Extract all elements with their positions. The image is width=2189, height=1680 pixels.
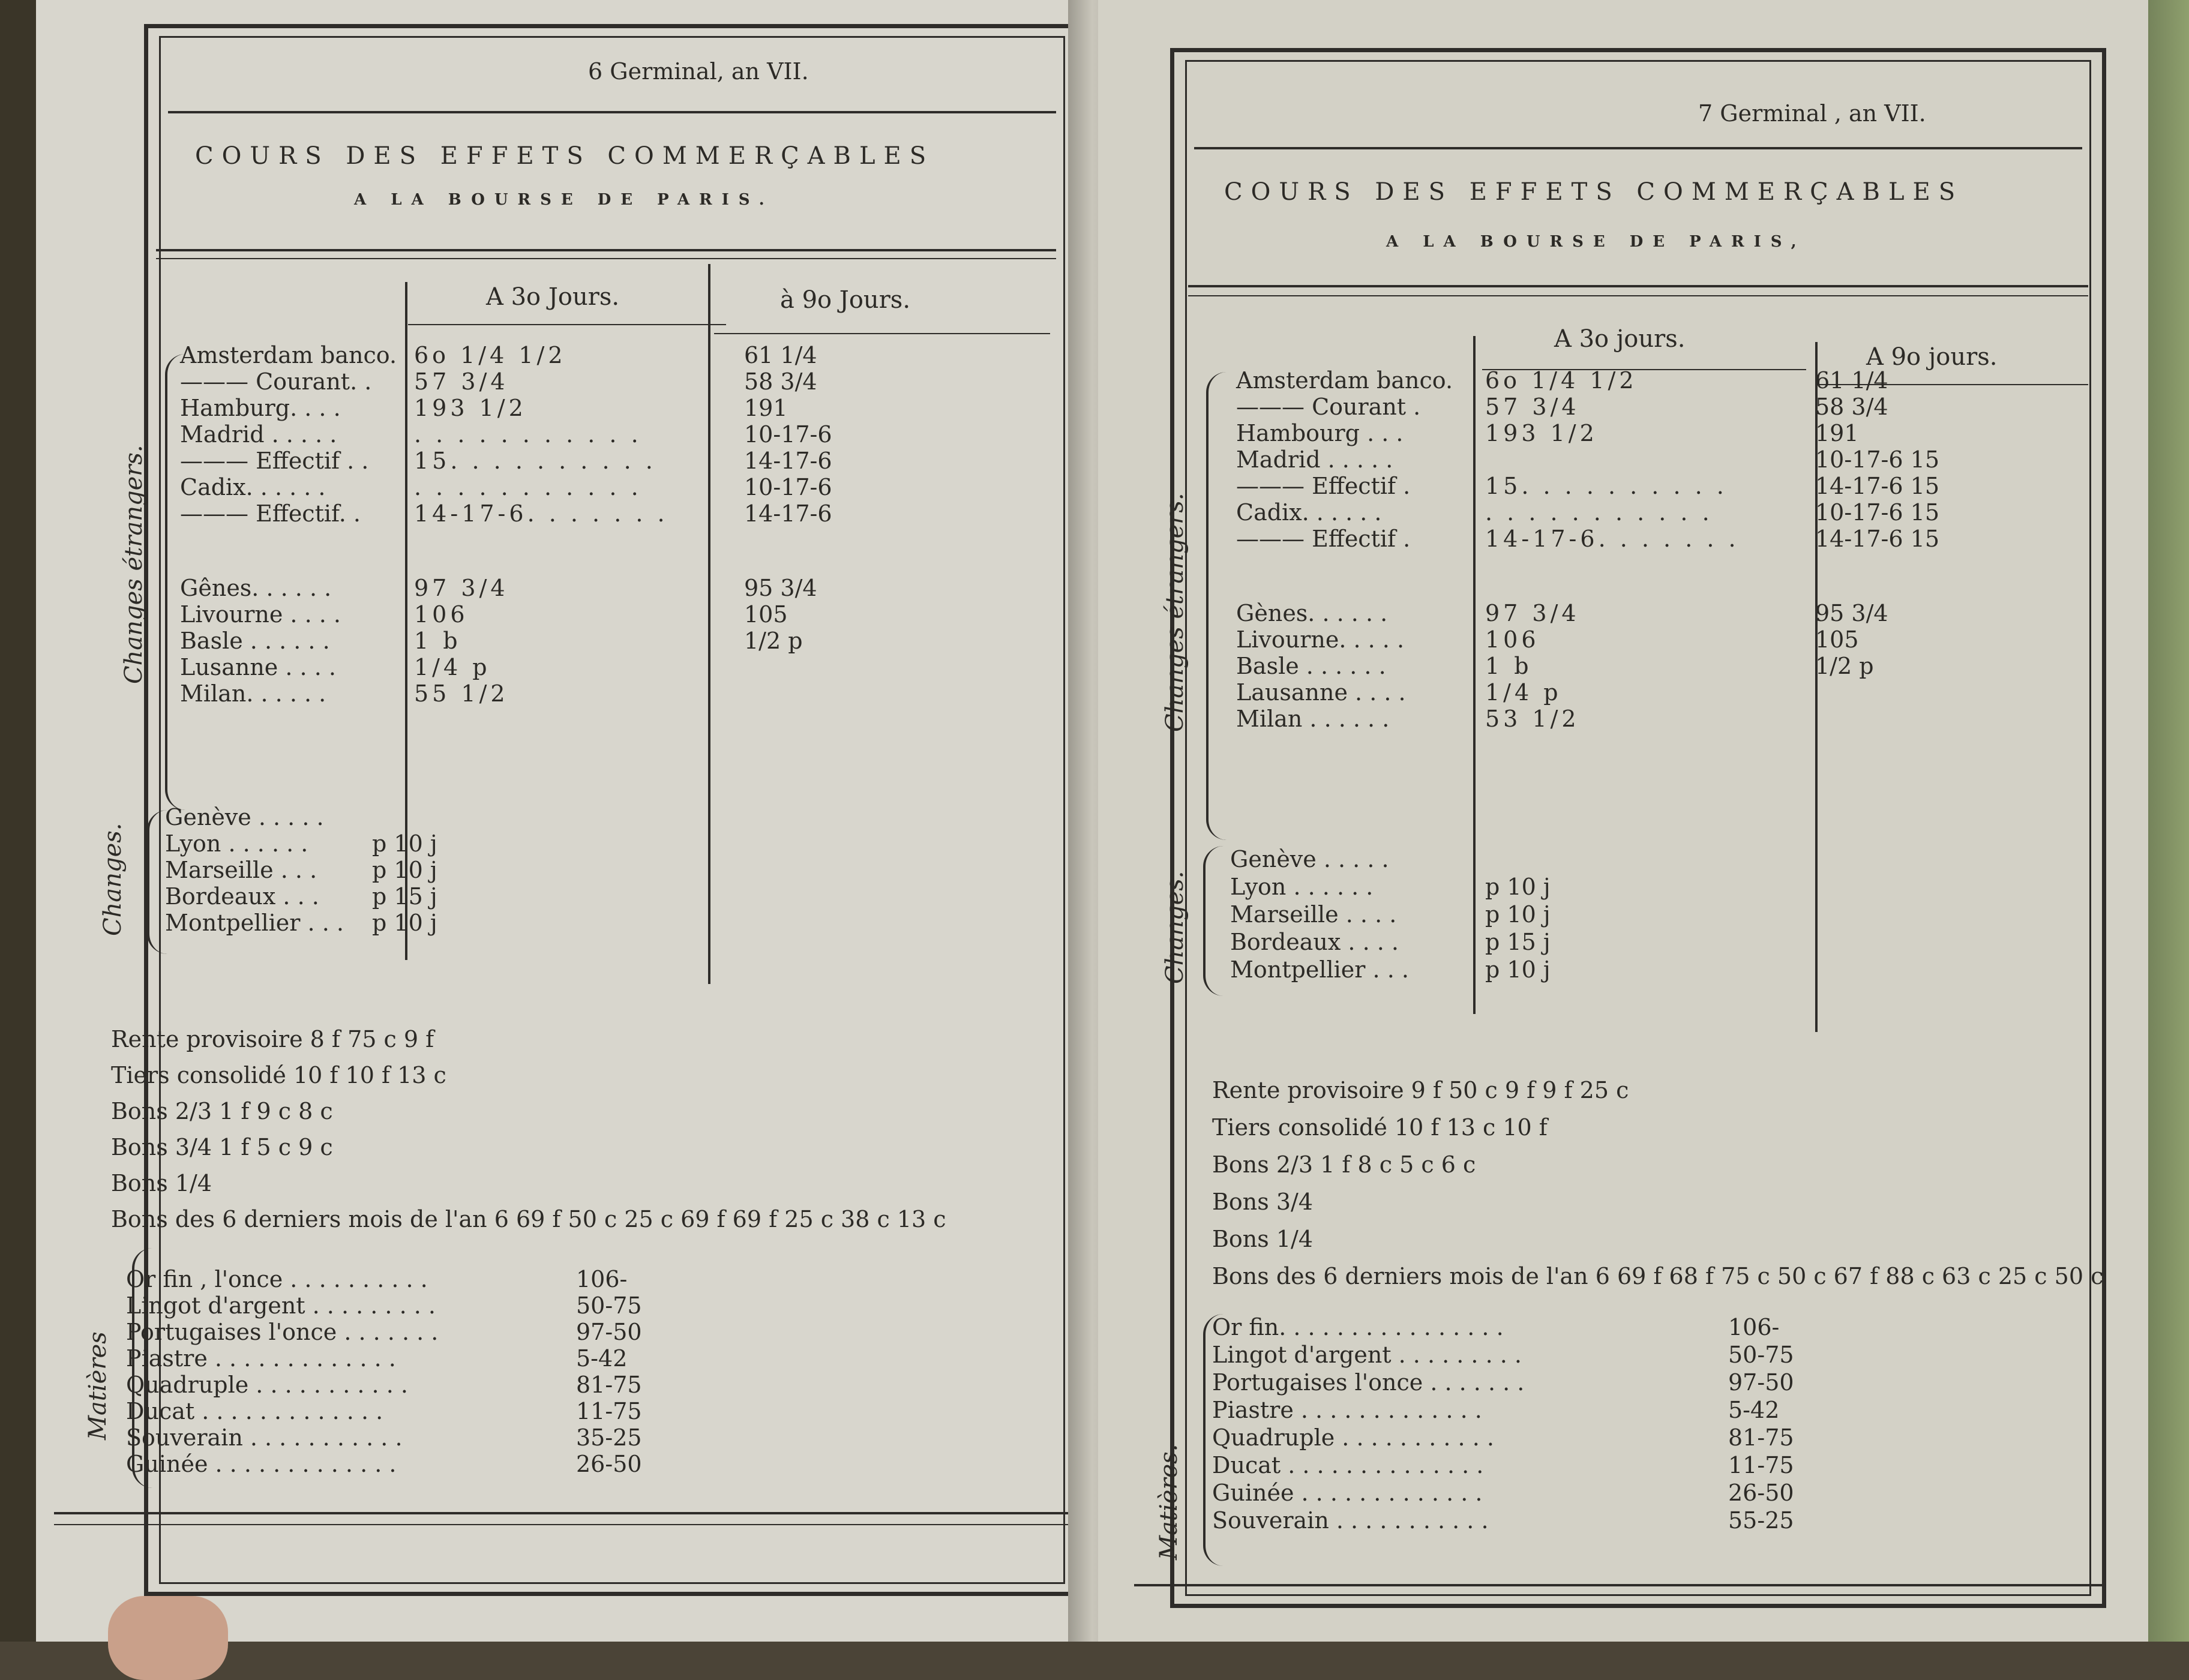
rente-line: Bons 1/4 <box>1212 1226 1314 1252</box>
metal-row-value: 50-75 <box>576 1292 642 1319</box>
left-page-date: 6 Germinal, an VII. <box>588 58 809 85</box>
foreign-row-label: Milan . . . . . . <box>1236 706 1390 732</box>
right-foreign-brace <box>1206 372 1227 840</box>
metal-row-value: 81-75 <box>1728 1424 1794 1451</box>
domestic-row-label: Marseille . . . <box>165 857 317 883</box>
foreign-row-label: Livourne . . . . <box>180 601 341 628</box>
metal-row-label: Piastre . . . . . . . . . . . . . <box>1212 1397 1482 1423</box>
domestic-row-label: Bordeaux . . . . <box>1230 929 1399 955</box>
foreign-row-90-days: 191 <box>744 395 788 421</box>
domestic-row-30-days: p 10 j <box>372 910 437 936</box>
right-domestic-brace <box>1203 846 1224 996</box>
rente-line: Bons 3/4 <box>1212 1189 1314 1215</box>
reader-thumb <box>108 1596 228 1680</box>
rente-line: Rente provisoire 9 f 50 c 9 f 9 f 25 c <box>1212 1077 1629 1103</box>
left-page-heading: COURS DES EFFETS COMMERÇABLES <box>195 142 935 170</box>
metal-row-label: Or fin , l'once . . . . . . . . . . <box>126 1266 428 1292</box>
foreign-row-30-days: 193 1/2 <box>414 395 527 421</box>
left-domestic-brace <box>147 810 167 954</box>
rente-line: Tiers consolidé 10 f 10 f 13 c <box>111 1062 446 1088</box>
foreign-row-90-days: 1/2 p <box>744 628 803 654</box>
foreign-row-label: Cadix. . . . . . <box>1236 499 1382 526</box>
foreign-row-90-days: 95 3/4 <box>1815 600 1888 626</box>
rente-line: Rente provisoire 8 f 75 c 9 f <box>111 1026 434 1052</box>
foreign-row-label: Amsterdam banco. <box>1236 367 1453 394</box>
metal-row-value: 55-25 <box>1728 1507 1794 1534</box>
foreign-row-label: Madrid . . . . . <box>1236 446 1393 473</box>
metal-row-label: Ducat . . . . . . . . . . . . . <box>126 1398 383 1424</box>
metal-row-value: 5-42 <box>576 1345 628 1372</box>
foreign-row-30-days: . . . . . . . . . . . <box>414 474 642 500</box>
metal-row-label: Souverain . . . . . . . . . . . <box>126 1424 403 1451</box>
foreign-row-30-days: 106 <box>1485 626 1540 653</box>
left-header-rule <box>168 111 1056 113</box>
right-table-top-rule <box>1188 285 2088 287</box>
foreign-row-30-days: . . . . . . . . . . . <box>1485 499 1713 526</box>
foreign-row-90-days: 61 1/4 <box>1815 367 1888 394</box>
metal-row-label: Portugaises l'once . . . . . . . <box>1212 1369 1525 1396</box>
metal-row-value: 97-50 <box>576 1319 642 1345</box>
foreign-row-label: Basle . . . . . . <box>1236 653 1386 679</box>
left-col-90-header: à 9o Jours. <box>780 286 911 314</box>
metal-row-value: 81-75 <box>576 1372 642 1398</box>
left-col-30-header: A 3o Jours. <box>486 283 620 311</box>
left-bottom-rule-thin <box>54 1524 1068 1525</box>
foreign-row-label: Cadix. . . . . . <box>180 474 326 500</box>
metal-row-value: 97-50 <box>1728 1369 1794 1396</box>
right-page-heading: COURS DES EFFETS COMMERÇABLES <box>1224 178 1964 206</box>
left-page-subheading: A LA BOURSE DE PARIS. <box>354 191 774 209</box>
rente-line: Bons des 6 derniers mois de l'an 6 69 f 68 f 75 c 50 c 67 f 88 c 63 c 25 c 50 c <box>1212 1263 2104 1289</box>
left-group-matieres: Matières <box>84 1331 112 1440</box>
right-table-top-rule-thin <box>1188 295 2088 296</box>
left-table-top-rule <box>156 249 1056 251</box>
metal-row-value: 11-75 <box>576 1398 642 1424</box>
foreign-row-90-days: 10-17-6 15 <box>1815 446 1939 473</box>
right-group-changes: Changes. <box>1161 871 1189 984</box>
foreign-row-label: Hamburg. . . . <box>180 395 341 421</box>
foreign-row-label: ——— Effectif. . <box>180 500 361 527</box>
foreign-row-label: Hambourg . . . <box>1236 420 1404 446</box>
foreign-row-30-days: 6o 1/4 1/2 <box>414 342 566 368</box>
foreign-row-label: ——— Effectif . <box>1236 473 1411 499</box>
metal-row-label: Guinée . . . . . . . . . . . . . <box>1212 1480 1483 1506</box>
domestic-row-label: Lyon . . . . . . <box>1230 874 1374 900</box>
foreign-row-30-days: 6o 1/4 1/2 <box>1485 367 1638 394</box>
foreign-row-30-days: 57 3/4 <box>414 368 509 395</box>
metal-row-label: Piastre . . . . . . . . . . . . . <box>126 1345 396 1372</box>
metal-row-label: Ducat . . . . . . . . . . . . . . <box>1212 1452 1484 1478</box>
foreign-row-label: Lausanne . . . . <box>1236 679 1406 706</box>
foreign-row-30-days: 193 1/2 <box>1485 420 1598 446</box>
foreign-row-30-days: 15. . . . . . . . . . <box>1485 473 1728 499</box>
foreign-row-30-days: 106 <box>414 601 469 628</box>
domestic-row-label: Montpellier . . . <box>165 910 344 936</box>
domestic-row-label: Bordeaux . . . <box>165 883 319 910</box>
rente-line: Tiers consolidé 10 f 13 c 10 f <box>1212 1114 1548 1141</box>
domestic-row-30-days: p 10 j <box>372 830 437 857</box>
rente-line: Bons 2/3 1 f 9 c 8 c <box>111 1098 333 1124</box>
left-page <box>36 0 1104 1642</box>
foreign-row-label: Basle . . . . . . <box>180 628 330 654</box>
metal-row-label: Portugaises l'once . . . . . . . <box>126 1319 439 1345</box>
foreign-row-90-days: 191 <box>1815 420 1859 446</box>
domestic-row-label: Genève . . . . . <box>165 804 324 830</box>
left-table-top-rule-thin <box>156 258 1056 259</box>
foreign-row-30-days: 15. . . . . . . . . . <box>414 448 656 474</box>
foreign-row-30-days: 57 3/4 <box>1485 394 1580 420</box>
domestic-row-30-days: p 10 j <box>1485 874 1551 900</box>
foreign-row-90-days: 58 3/4 <box>1815 394 1888 420</box>
right-group-matieres: Matières. <box>1155 1444 1183 1560</box>
foreign-row-30-days: 1 b <box>1485 653 1533 679</box>
foreign-row-90-days: 14-17-6 15 <box>1815 526 1939 552</box>
rente-line: Bons 1/4 <box>111 1170 212 1196</box>
right-page-subheading: A LA BOURSE DE PARIS, <box>1386 233 1806 251</box>
right-page <box>1098 0 2148 1642</box>
foreign-row-label: ——— Effectif . <box>1236 526 1411 552</box>
left-col-90-rule <box>714 333 1050 334</box>
domestic-row-label: Montpellier . . . <box>1230 956 1409 983</box>
domestic-row-label: Genève . . . . . <box>1230 846 1389 872</box>
metal-row-label: Guinée . . . . . . . . . . . . . <box>126 1451 397 1477</box>
foreign-row-30-days: . . . . . . . . . . . <box>414 421 642 448</box>
right-col-90-header: A 9o jours. <box>1866 343 1998 371</box>
left-group-changes: Changes. <box>99 823 127 936</box>
domestic-row-30-days: p 10 j <box>1485 956 1551 983</box>
foreign-row-90-days: 58 3/4 <box>744 368 817 395</box>
foreign-row-30-days: 1/4 p <box>414 654 491 680</box>
left-col-30-rule <box>408 324 726 325</box>
metal-row-value: 26-50 <box>576 1451 642 1477</box>
foreign-row-90-days: 61 1/4 <box>744 342 817 368</box>
domestic-row-label: Lyon . . . . . . <box>165 830 308 857</box>
metal-row-label: Lingot d'argent . . . . . . . . . <box>1212 1342 1522 1368</box>
foreign-row-30-days: 55 1/2 <box>414 680 509 707</box>
foreign-row-90-days: 10-17-6 15 <box>1815 499 1939 526</box>
foreign-row-90-days: 14-17-6 <box>744 500 832 527</box>
foreign-row-90-days: 10-17-6 <box>744 474 832 500</box>
metal-row-label: Quadruple . . . . . . . . . . . <box>1212 1424 1494 1451</box>
foreign-row-90-days: 14-17-6 15 <box>1815 473 1939 499</box>
rente-line: Bons des 6 derniers mois de l'an 6 69 f 50 c 25 c 69 f 69 f 25 c 38 c 13 c <box>111 1206 946 1232</box>
foreign-row-30-days: 14-17-6. . . . . . . <box>414 500 668 527</box>
rente-line: Bons 3/4 1 f 5 c 9 c <box>111 1134 333 1160</box>
metal-row-value: 5-42 <box>1728 1397 1780 1423</box>
right-col-30-header: A 3o jours. <box>1554 325 1686 353</box>
right-bottom-rule <box>1134 1584 2106 1586</box>
domestic-row-30-days: p 15 j <box>372 883 437 910</box>
foreign-row-label: ——— Effectif . . <box>180 448 369 474</box>
metal-row-label: Souverain . . . . . . . . . . . <box>1212 1507 1489 1534</box>
foreign-row-label: ——— Courant . <box>1236 394 1421 420</box>
left-bottom-rule <box>54 1512 1068 1514</box>
left-group-changes-etrangers: Changes étrangers. <box>120 445 148 684</box>
right-divider-1 <box>1473 336 1476 1014</box>
foreign-row-30-days: 14-17-6. . . . . . . <box>1485 526 1740 552</box>
foreign-row-30-days: 1/4 p <box>1485 679 1562 706</box>
metal-row-value: 35-25 <box>576 1424 642 1451</box>
metal-row-label: Or fin. . . . . . . . . . . . . . . . <box>1212 1314 1504 1340</box>
metal-row-label: Lingot d'argent . . . . . . . . . <box>126 1292 436 1319</box>
rente-line: Bons 2/3 1 f 8 c 5 c 6 c <box>1212 1151 1476 1178</box>
foreign-row-90-days: 105 <box>744 601 788 628</box>
foreign-row-label: Lusanne . . . . <box>180 654 336 680</box>
metal-row-value: 26-50 <box>1728 1480 1794 1506</box>
right-header-rule <box>1194 147 2082 149</box>
metal-row-value: 106- <box>1728 1314 1780 1340</box>
left-divider-2 <box>708 264 710 984</box>
foreign-row-label: Livourne. . . . . <box>1236 626 1405 653</box>
foreign-row-label: Gènes. . . . . . <box>1236 600 1388 626</box>
foreign-row-90-days: 10-17-6 <box>744 421 832 448</box>
foreign-row-30-days: 53 1/2 <box>1485 706 1580 732</box>
right-page-date: 7 Germinal , an VII. <box>1698 100 1926 127</box>
foreign-row-30-days: 1 b <box>414 628 461 654</box>
metal-row-value: 106- <box>576 1266 628 1292</box>
foreign-row-90-days: 105 <box>1815 626 1859 653</box>
metal-row-value: 11-75 <box>1728 1452 1794 1478</box>
right-group-changes-etrangers: Changes étrangers. <box>1161 493 1189 732</box>
foreign-row-90-days: 95 3/4 <box>744 575 817 601</box>
foreign-row-90-days: 14-17-6 <box>744 448 832 474</box>
foreign-row-label: Amsterdam banco. <box>180 342 397 368</box>
foreign-row-label: ——— Courant. . <box>180 368 372 395</box>
domestic-row-label: Marseille . . . . <box>1230 901 1397 928</box>
foreign-row-90-days: 1/2 p <box>1815 653 1874 679</box>
metal-row-label: Quadruple . . . . . . . . . . . <box>126 1372 408 1398</box>
domestic-row-30-days: p 15 j <box>1485 929 1551 955</box>
foreign-row-label: Milan. . . . . . <box>180 680 326 707</box>
foreign-row-30-days: 97 3/4 <box>1485 600 1580 626</box>
domestic-row-30-days: p 10 j <box>1485 901 1551 928</box>
domestic-row-30-days: p 10 j <box>372 857 437 883</box>
metal-row-value: 50-75 <box>1728 1342 1794 1368</box>
foreign-row-label: Madrid . . . . . <box>180 421 337 448</box>
foreign-row-label: Gênes. . . . . . <box>180 575 332 601</box>
foreign-row-30-days: 97 3/4 <box>414 575 509 601</box>
